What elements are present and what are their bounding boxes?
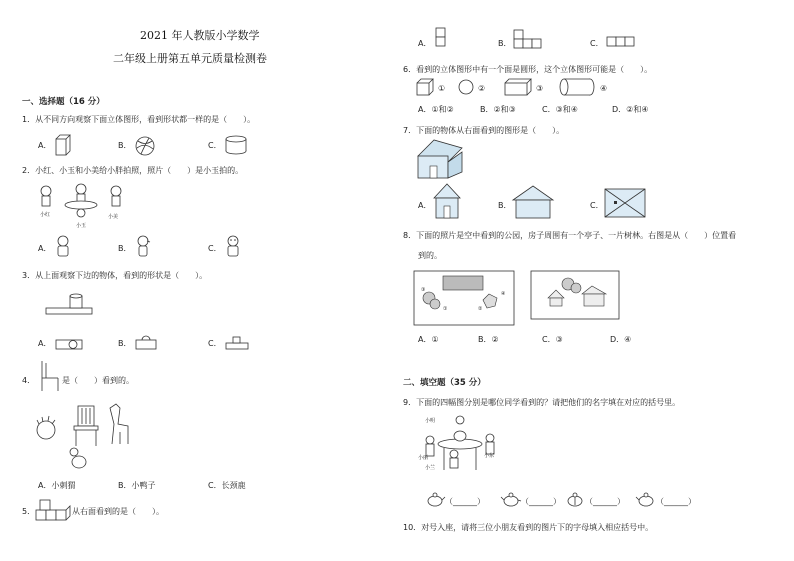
q5-option-a-label: A． [418,39,432,48]
question-2-text: 2．小红、小玉和小美给小胖拍照，照片（ ）是小玉拍的。 [22,166,244,175]
section-heading-fill: 二、填空题（35 分） [403,378,486,388]
section-heading-choice: 一、选择题（16 分） [22,97,105,107]
house-side-wide-figure [512,184,554,220]
question-8-text-line2: 到的。 [418,251,442,260]
label-left-student: 小丽 [418,455,429,461]
q1-option-b-label: B． [118,141,132,150]
rectangular-prism-figure [504,78,534,96]
q8-option-b: B．② [478,335,499,344]
cylinder-figure [225,135,247,155]
sphere-figure [458,79,474,95]
ball-figure [135,136,155,156]
q6-option-b: B．②和③ [480,105,516,114]
question-4-number: 4． [22,376,36,385]
map-position-marker-1: ① [443,306,448,312]
two-stacked-squares-figure [435,27,447,49]
animals-around-chair-scene [34,402,144,472]
q1-option-a-label: A． [38,141,52,150]
q7-option-b-label: B． [498,201,512,210]
question-4-text: 是（ ）看到的。 [62,376,134,385]
q6-option-d: D．②和④ [612,105,649,114]
question-10-text: 10．对号入座，请将三位小朋友看到的图片下的字母填入相应括号中。 [403,523,654,532]
cube-stack-figure [34,498,74,524]
top-view-rect-with-circle [55,338,85,350]
ground-view-photo [530,270,620,320]
question-6-text: 6．看到的立体图形中有一个面是圆形，这个立体图形可能是（ ）。 [403,65,653,74]
q2-option-c-label: C． [208,244,222,253]
chair-side-view-figure [38,360,62,392]
child-side-view-icon [135,235,151,257]
paper-title-line1: 2021 年人教版小学数学 [140,29,260,42]
question-9-text: 9．下面的四幅图分别是哪位同学看到的？请把他们的名字填在对应的括号里。 [403,398,681,407]
q6-option-a: A．①和② [418,105,454,114]
teapot-view-3-icon [565,491,585,507]
paper-title-line2: 二年级上册第五单元质量检测卷 [113,52,267,65]
q4-option-b: B．小鸭子 [118,481,156,490]
teapot-view-4-icon [636,491,656,507]
q6-shape-number-4: ④ [600,84,608,93]
q8-option-d: D．④ [610,335,632,344]
roof-top-view-figure [604,188,646,218]
top-view-rect-with-semicircle [135,332,159,352]
label-xiaomei: 小美 [108,214,119,220]
q9-answer-blank-3[interactable]: （______） [585,497,625,506]
q6-option-c: C．③和④ [542,105,578,114]
label-xiaoyu: 小玉 [76,223,87,229]
map-position-marker-3: ③ [421,287,426,293]
cuboid-figure [55,134,71,156]
question-5-text: 从右面看到的是（ ）。 [72,507,164,516]
cylinder-on-board-object [44,292,94,318]
q8-option-a: A．① [418,335,439,344]
q9-answer-blank-2[interactable]: （______） [521,497,561,506]
q2-option-b-label: B． [118,244,132,253]
q9-answer-blank-1[interactable]: （______） [445,497,485,506]
q5-option-c-label: C． [590,39,604,48]
question-5-number: 5． [22,507,36,516]
q8-option-c: C．③ [542,335,563,344]
map-position-marker-4: ④ [501,291,506,297]
l-shape-squares-figure [513,29,545,49]
question-7-text: 7．下面的物体从右面看到的图形是（ ）。 [403,126,565,135]
q6-shape-number-1: ① [438,84,446,93]
label-top-student: 小明 [425,418,436,424]
teapot-view-1-icon [425,491,445,507]
q9-answer-blank-4[interactable]: （______） [656,497,696,506]
map-position-marker-2: ② [478,306,483,312]
q7-option-a-label: A． [418,201,432,210]
q6-shape-number-3: ③ [536,84,544,93]
q3-option-c-label: C． [208,339,222,348]
q4-option-a: A．小刺猬 [38,481,76,490]
label-right-student: 小东 [484,453,495,459]
three-squares-row-figure [606,36,636,48]
children-photographing-scene [36,183,126,227]
lying-cylinder-figure [558,77,598,97]
q3-option-a-label: A． [38,339,52,348]
label-xiaohong: 小红 [40,212,51,218]
question-3-text: 3．从上面观察下边的物体，看到的形状是（ ）。 [22,271,208,280]
q2-option-a-label: A． [38,244,52,253]
q4-option-c: C．长颈鹿 [208,481,246,490]
question-1-text: 1．从不同方向观察下面立体图形，看到形状都一样的是（ ）。 [22,115,256,124]
q6-shape-number-2: ② [478,84,486,93]
child-back-view-icon [55,235,71,257]
teapot-view-2-icon [500,491,522,507]
top-view-rect-with-small-square [225,335,251,351]
label-bottom-student: 小兰 [425,465,436,471]
q5-option-b-label: B． [498,39,512,48]
q7-option-c-label: C． [590,201,604,210]
child-front-view-icon [225,235,241,257]
house-3d-figure [414,138,464,180]
cube-figure [416,78,438,96]
question-8-text-line1: 8．下面的照片是空中看到的公园，房子周围有一个亭子、一片树林。右图是从（ ）位置看 [403,231,737,240]
park-aerial-view-photo [413,270,515,326]
q3-option-b-label: B． [118,339,132,348]
house-front-tall-figure [432,182,462,220]
q1-option-c-label: C． [208,141,222,150]
